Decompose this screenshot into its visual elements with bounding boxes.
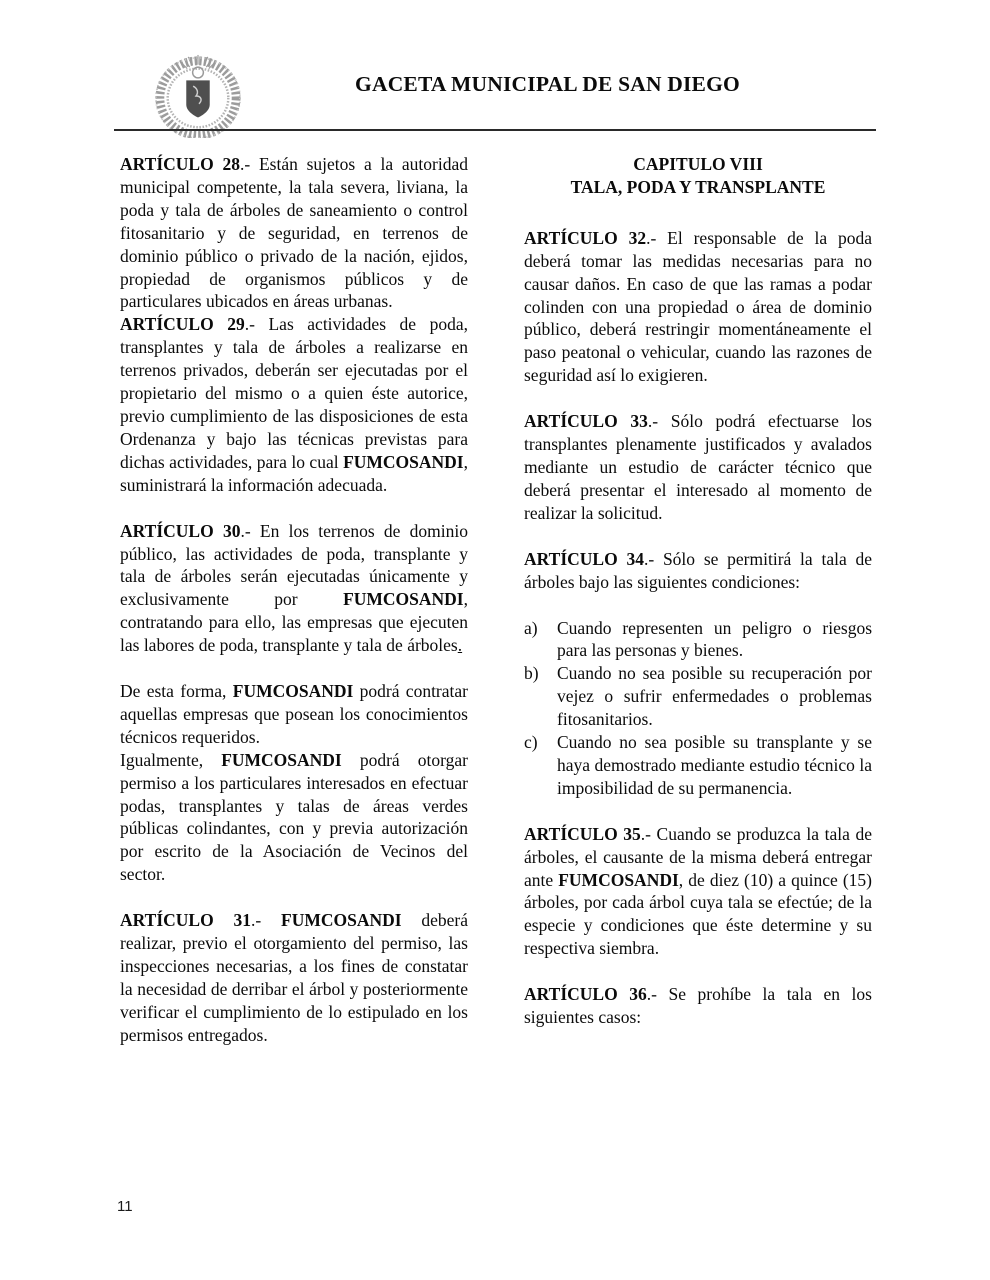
bold-run: ARTÍCULO 34 [524, 548, 644, 569]
text-run: Cuando representen un peligro o riesgos para las personas y bienes. [557, 617, 872, 661]
list-item-text [557, 663, 872, 729]
bold-run: ARTÍCULO 35 [524, 823, 641, 844]
parrafo-igualmente [120, 749, 468, 886]
bold-run: FUMCOSANDI [221, 749, 342, 770]
bold-run: ARTÍCULO 30 [120, 520, 241, 541]
right-column [524, 153, 872, 1047]
text-run: podrá contratar aquellas empresas que posean los conocimientos técnicos requeridos. [120, 681, 468, 747]
bold-run: FUMCOSANDI [343, 451, 464, 472]
bold-run: ARTÍCULO 36 [524, 984, 647, 1005]
bold-run: ARTÍCULO 33 [524, 411, 648, 432]
text-run: .- Las actividades de poda, transplantes y tala de árboles a realizarse en terrenos privados, deberán ser ejecutadas por el propietario del mismo o a quien éste autorice, previo cumplimiento de las disposiciones de esta Ordenanza y bajo las técnicas previstas para dichas actividades, para lo cual [120, 314, 468, 472]
text-run: podrá otorgar permiso a los particulares interesados en efectuar podas, transplantes y talas de áreas verdes públicas colindantes, con y previa autorización por escrito de la Asociación de Vecinos del sector. [120, 749, 468, 885]
text-run: Cuando no sea posible su recuperación por vejez o sufrir enfermedades o problemas fitosanitarios. [557, 663, 872, 730]
articulo-32 [524, 227, 872, 387]
list-item-text [557, 618, 872, 661]
bold-run: FUMCOSANDI [343, 589, 464, 610]
articulo-36 [524, 983, 872, 1029]
document-body [120, 153, 872, 1047]
list-item-label: a) [524, 617, 538, 638]
parrafo-de-esta-forma [120, 680, 468, 749]
articulo-35 [524, 823, 872, 960]
shield-icon [186, 80, 209, 117]
condicion-c [524, 731, 872, 800]
text-run: .- El responsable de la poda deberá tomar las medidas necesarias para no causar daños. En caso de que las ramas a podar colinden con una propiedad o área de dominio público, deberá restringir momentáneamente el paso peatonal o vehicular, cuando las razones de seguridad así lo exigieren. [524, 227, 872, 386]
articulo-31 [120, 909, 468, 1046]
text-run: , contratando para ello, las empresas que ejecuten las labores de poda [120, 589, 468, 656]
text-run: Igualmente, [120, 749, 222, 770]
text-run: Cuando no sea posible su transplante y se haya demostrado mediante estudio técnico la imposibilidad de su permanencia. [557, 732, 872, 798]
articulo-30 [120, 520, 468, 657]
condicion-b [524, 662, 872, 731]
left-column [120, 153, 468, 1047]
bold-run: ARTÍCULO 28 [120, 154, 240, 174]
chapter-heading-line: CAPITULO VIII [633, 154, 763, 174]
text-run: , suministrará la información adecuada. [120, 451, 468, 495]
list-item-label: c) [524, 732, 538, 753]
capitulo-viii-heading [524, 153, 872, 199]
bold-run: FUMCOSANDI [281, 910, 402, 931]
bold-run: ARTÍCULO 31 [120, 910, 251, 931]
articulo-29 [120, 313, 468, 496]
bold-run: ARTÍCULO 32 [524, 227, 647, 248]
text-run: .- Cuando se produzca la tala de árboles, el causante de la misma deberá entregar ante [524, 823, 872, 890]
bold-run: FUMCOSANDI [232, 681, 354, 702]
chapter-heading-line: TALA, PODA Y TRANSPLANTE [570, 176, 826, 197]
text-run: transplante y tala de árboles [258, 635, 458, 656]
gazette-title: GACETA MUNICIPAL DE SAN DIEGO [355, 72, 740, 96]
text-run: .- Sólo se permitirá la tala de árboles bajo las siguientes condiciones: [524, 548, 872, 592]
articulo-34 [524, 548, 872, 594]
header-divider [114, 129, 876, 131]
page-header [0, 0, 990, 150]
text-run: .- Sólo podrá efectuarse los transplantes plenamente justificados y avalados mediante un estudio de carácter técnico que deberá presentar el interesado al momento de realizar la solicitud. [524, 411, 872, 523]
text-run: .- Están sujetos a la autoridad municipal competente, la tala severa, liviana, la poda y tala de árboles de saneamiento o control fitosanitario y de seguridad, en terrenos de dominio público o privado de la nación, ejidos, propiedad de organismos públicos y de particulares ubicados en áreas urbanas. [120, 154, 468, 312]
page-number: 11 [117, 1198, 133, 1215]
text-run: .- Se prohíbe la tala en los siguientes casos: [524, 984, 872, 1028]
articulo-33 [524, 410, 872, 525]
bold-run: ARTÍCULO 29 [120, 314, 245, 335]
text-run: .- [251, 910, 281, 931]
list-item-text [557, 732, 872, 798]
list-item-label: b) [524, 663, 539, 684]
bold-run: FUMCOSANDI [558, 869, 679, 890]
articulo-28 [120, 153, 468, 313]
condicion-a [524, 617, 872, 663]
text-run: . [457, 635, 463, 656]
text-run: deberá realizar, previo el otorgamiento del permiso, las inspecciones necesarias, a los fines de constatar la necesidad de derribar el árbol y posteriormente verificar el cumplimiento de lo estipulado en los permisos entregados. [120, 910, 468, 1045]
text-run: , [253, 635, 259, 656]
text-run: De esta forma, [120, 681, 233, 702]
text-run: .- En los terrenos de dominio público, las actividades de poda, transplante y tala de árboles serán ejecutadas únicamente y exclusivamente por [120, 520, 468, 610]
text-run: , de diez (10) a quince (15) árboles, por cada árbol cuya tala se efectúe; de la especie y condiciones que éste determine y su respectiva siembra. [524, 869, 873, 959]
